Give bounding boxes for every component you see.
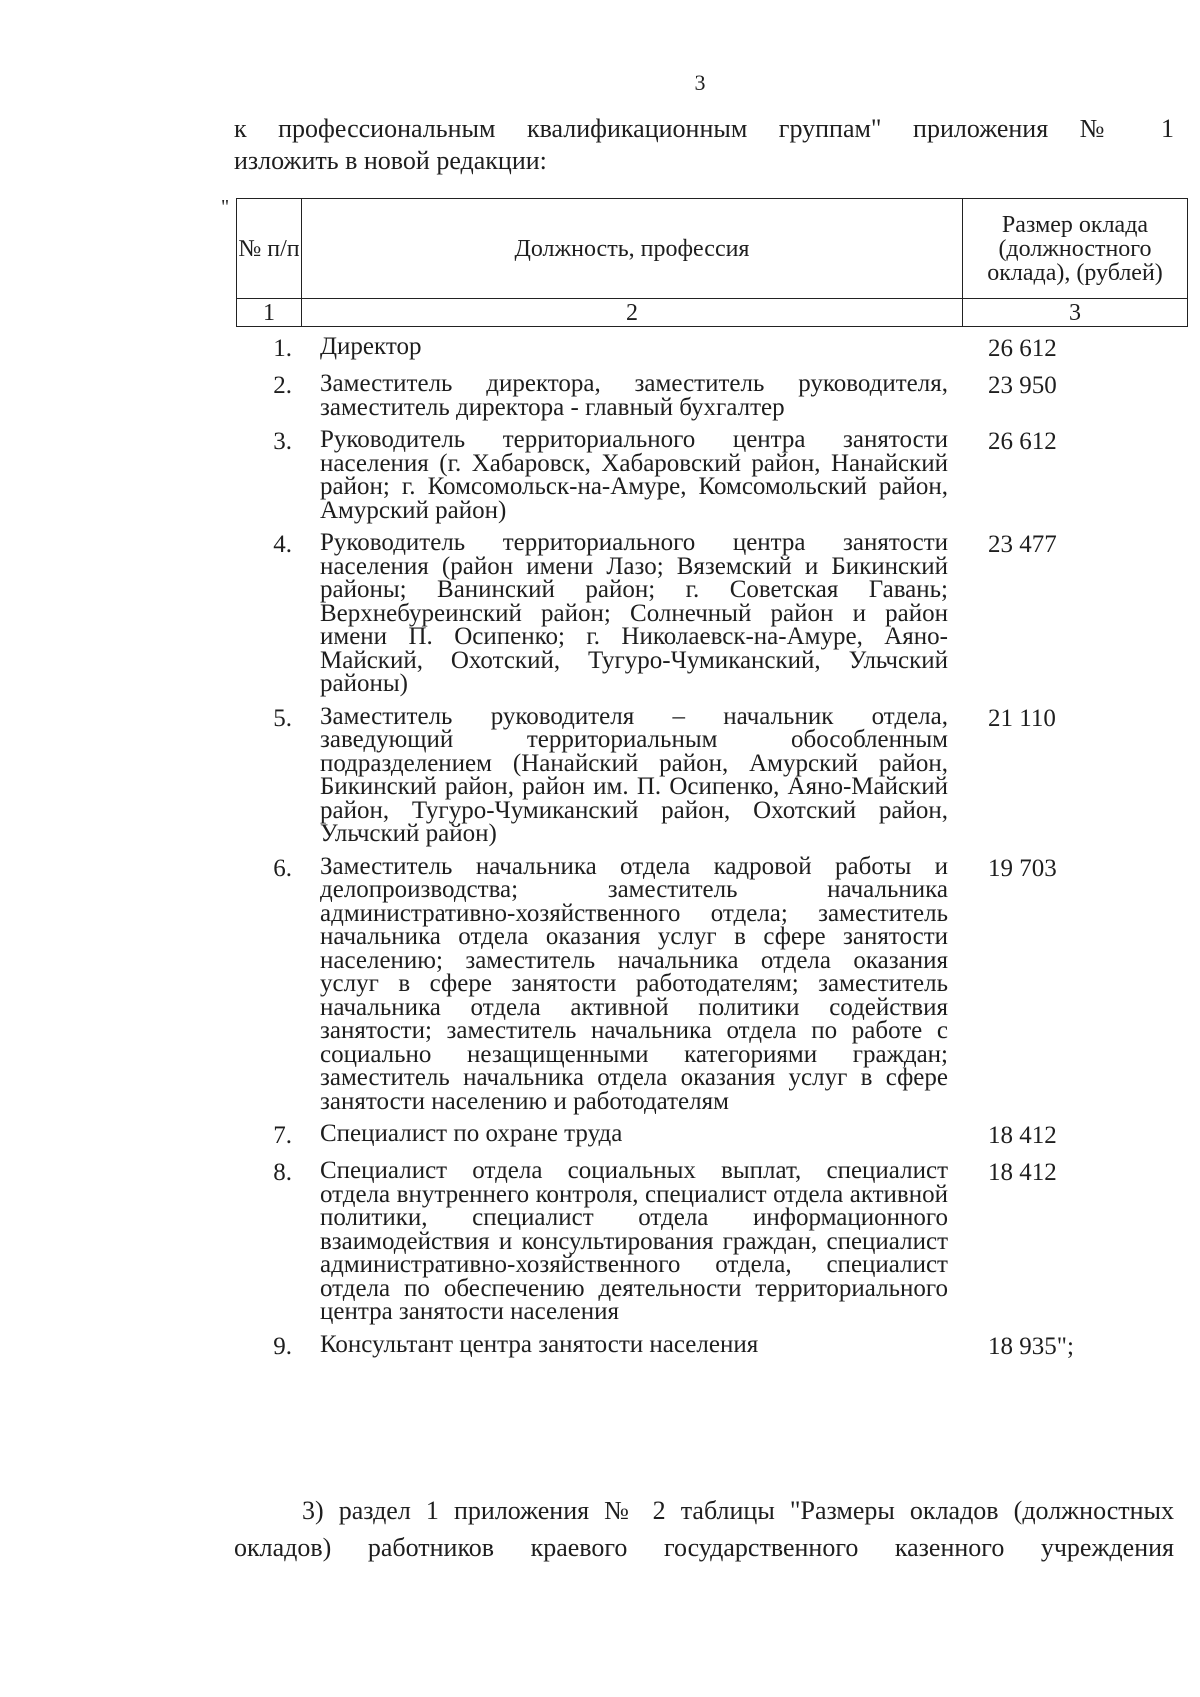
table-body [236, 335, 1188, 1370]
row-number: 4. [273, 531, 292, 558]
row-position: Специалист по охране труда [320, 1120, 623, 1147]
row-position: Заместитель руководителя – начальник отдела, заведующий территориальным обособленным подразделением (Нанайский район, Амурский район, Бикинский район, район им. П. Осипенко, Аяно-Майский район, Тугуро-Чумиканский район, Охотский район, Ульчский район) [320, 702, 948, 847]
row-salary: 18 412 [988, 1159, 1057, 1186]
table-row [236, 1159, 1188, 1324]
table-row [236, 702, 1188, 847]
header-number: № п/п [237, 199, 302, 299]
row-number: 2. [273, 372, 292, 399]
row-salary: 26 612 [988, 428, 1057, 455]
row-position: Директор [320, 333, 422, 360]
table-open-quote: " [221, 196, 230, 218]
table-header [236, 198, 1188, 327]
row-position: Заместитель директора, заместитель руководителя, заместитель директора - главный бухгалтер [320, 370, 948, 421]
row-number: 6. [273, 854, 292, 882]
header-salary: Размер оклада (должностного оклада), (рублей) [963, 199, 1188, 299]
row-salary: 23 950 [988, 372, 1057, 399]
table-row [236, 1330, 1188, 1361]
header-position: Должность, профессия [302, 199, 963, 299]
row-number: 8. [273, 1159, 292, 1186]
table-row [236, 372, 1188, 419]
table-row [236, 1122, 1188, 1150]
page-number: 3 [694, 70, 706, 95]
row-number: 3. [273, 428, 292, 455]
row-salary: 18 935"; [988, 1332, 1074, 1360]
row-number: 9. [273, 1332, 292, 1360]
column-number-2: 2 [302, 299, 963, 327]
closing-line-2: окладов) работников краевого государственного казенного учреждения [234, 1533, 1174, 1562]
table-row [236, 335, 1188, 363]
row-position: Консультант центра занятости населения [320, 1330, 759, 1358]
row-number: 1. [273, 335, 292, 362]
row-position: Руководитель территориального центра занятости населения (г. Хабаровск, Хабаровский район, Нанайский район; г. Комсомольск-на-Амуре, Комсомольский район, Амурский район) [320, 426, 948, 524]
row-number: 7. [273, 1122, 292, 1149]
row-position: Специалист отдела социальных выплат, специалист отдела внутреннего контроля, специалист отдела активной политики, специалист отдела информационного взаимодействия и консультирования граждан, специалист административно-хозяйственного отдела, специалист отдела по обеспечению деятельности территориального центра занятости населения [320, 1157, 948, 1325]
row-salary: 21 110 [988, 704, 1056, 732]
table-row [236, 852, 1188, 1115]
row-position: Заместитель начальника отдела кадровой работы и делопроизводства; заместитель начальника административно-хозяйственного отдела; заместитель начальника отдела оказания услуг в сфере занятости населению; заместитель начальника отдела оказания услуг в сфере занятости работодателям; заместитель начальника отдела активной политики содействия занятости; заместитель начальника отдела по работе с социально незащищенными категориями граждан; заместитель начальника отдела оказания услуг в сфере занятости населению и работодателям [320, 852, 948, 1115]
intro-line-1: к профессиональным квалификационным группам" приложения № 1 [234, 114, 1174, 143]
row-salary: 18 412 [988, 1122, 1057, 1149]
row-salary: 23 477 [988, 531, 1057, 558]
intro-line-2: изложить в новой редакции: [234, 146, 547, 175]
column-number-3: 3 [963, 299, 1188, 327]
closing-line-1: 3) раздел 1 приложения № 2 таблицы "Размеры окладов (должностных [302, 1496, 1174, 1525]
row-salary: 19 703 [988, 854, 1057, 882]
row-salary: 26 612 [988, 335, 1057, 362]
row-number: 5. [273, 704, 292, 732]
table-row [236, 428, 1188, 522]
column-number-1: 1 [237, 299, 302, 327]
row-position: Руководитель территориального центра занятости населения (район имени Лазо; Вяземский и Бикинский районы; Ванинский район; г. Советская Гавань; Верхнебуреинский район; Солнечный район и район имени П. Осипенко; г. Николаевск-на-Амуре, Аяно-Майский, Охотский, Тугуро-Чумиканский, Ульчский районы) [320, 529, 948, 697]
table-row [236, 531, 1188, 696]
